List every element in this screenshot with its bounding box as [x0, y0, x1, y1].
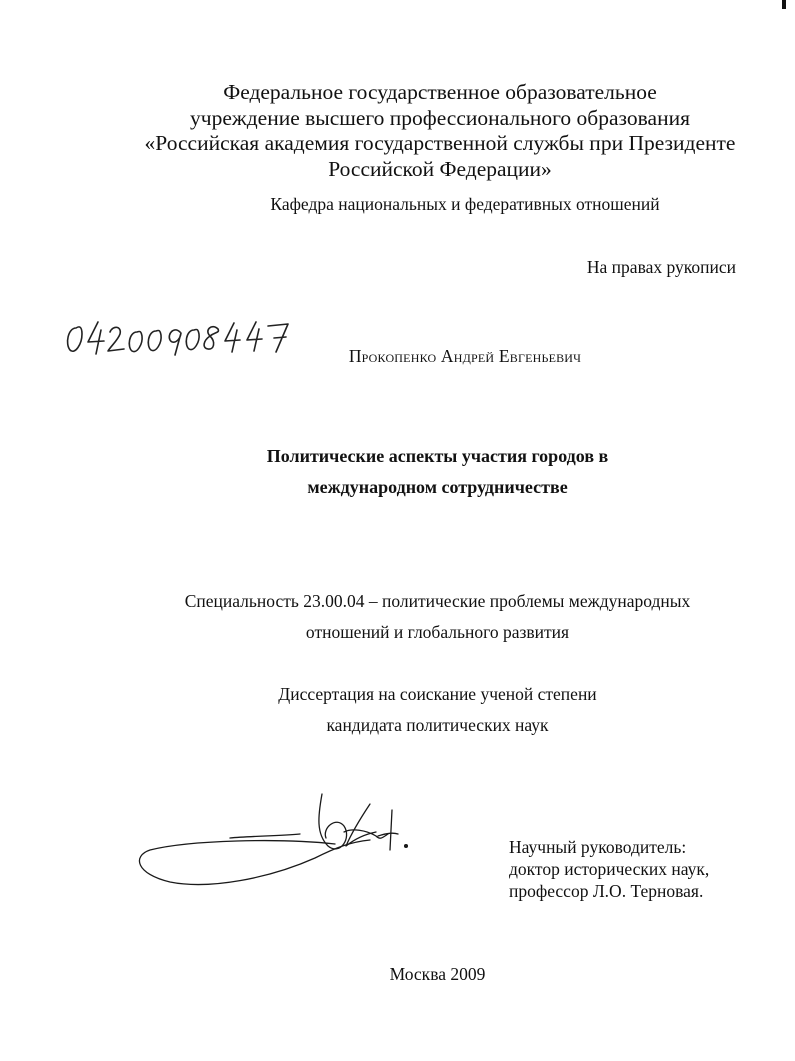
degree-line: кандидата политических наук: [326, 715, 549, 735]
specialty-line: Специальность 23.00.04 – политические проблемы международных: [184, 591, 691, 611]
supervisor-line: доктор исторических наук,: [509, 859, 710, 879]
handwritten-signature: [130, 786, 420, 896]
author-name: Прокопенко Андрей Евгеньевич: [348, 346, 582, 366]
degree-line: Диссертация на соискание ученой степени: [278, 684, 597, 704]
city-and-year: Москва 2009: [389, 964, 486, 984]
supervisor-line: Научный руководитель:: [509, 837, 687, 857]
handwritten-catalog-number: [62, 314, 292, 358]
degree-statement: [200, 679, 675, 741]
supervisor-line: профессор Л.О. Терновая.: [509, 881, 704, 901]
scientific-supervisor: [509, 836, 769, 902]
institution-line: «Российская академия государственной службы при Президенте: [144, 131, 736, 155]
institution-line: Российской Федерации»: [328, 156, 552, 181]
institution-line: Федеральное государственное образовательное: [223, 80, 657, 104]
dissertation-title: [150, 441, 725, 503]
manuscript-rights-note: На правах рукописи: [586, 257, 736, 277]
scan-corner-mark: [782, 0, 786, 9]
institution-header: [100, 80, 780, 182]
department-name: Кафедра национальных и федеративных отношений: [270, 194, 660, 214]
specialty-statement: [120, 586, 755, 648]
title-line: Политические аспекты участия городов в: [266, 446, 609, 466]
specialty-line: отношений и глобального развития: [305, 622, 570, 642]
institution-line: учреждение высшего профессионального образования: [190, 105, 690, 130]
title-line: международном сотрудничестве: [307, 477, 568, 497]
